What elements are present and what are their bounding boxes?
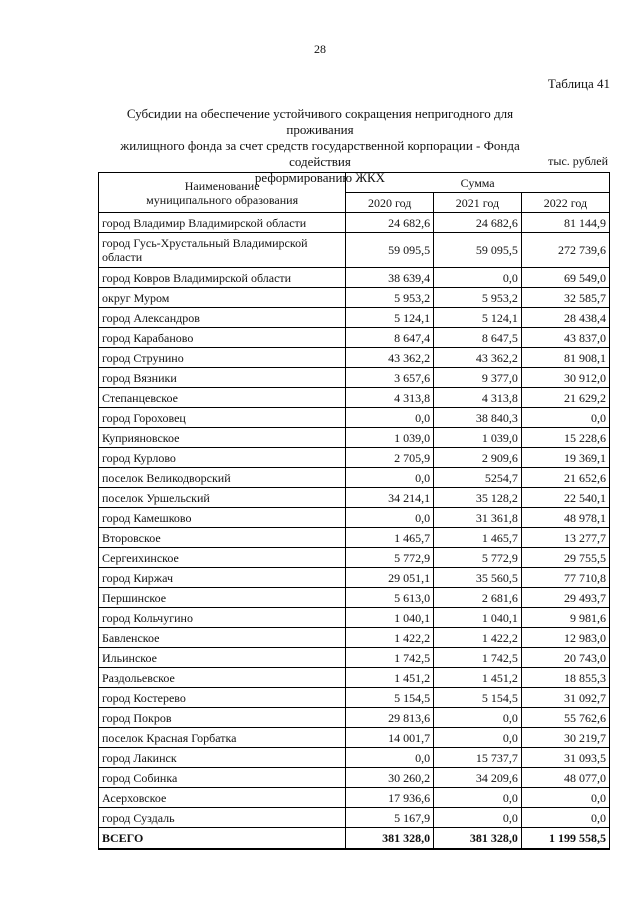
table-row xyxy=(99,728,610,748)
row-value-2020: 2 705,9 xyxy=(346,448,434,468)
row-value-2022: 29 755,5 xyxy=(521,548,609,568)
table-row xyxy=(99,488,610,508)
table-row xyxy=(99,808,610,828)
row-value-2021: 0,0 xyxy=(434,808,522,828)
subsidies-table xyxy=(98,172,610,850)
row-value-2021: 0,0 xyxy=(434,728,522,748)
row-name: Второвское xyxy=(99,528,346,548)
table-row xyxy=(99,348,610,368)
row-value-2020: 5 613,0 xyxy=(346,588,434,608)
row-value-2020: 5 167,9 xyxy=(346,808,434,828)
table-row xyxy=(99,368,610,388)
row-name: город Собинка xyxy=(99,768,346,788)
row-value-2022: 31 092,7 xyxy=(521,688,609,708)
table-row xyxy=(99,708,610,728)
row-value-2021: 35 128,2 xyxy=(434,488,522,508)
row-value-2021: 35 560,5 xyxy=(434,568,522,588)
row-name: Раздольевское xyxy=(99,668,346,688)
row-name: город Владимир Владимирской области xyxy=(99,213,346,233)
row-value-2022: 81 144,9 xyxy=(521,213,609,233)
row-name: Степанцевское xyxy=(99,388,346,408)
row-value-2020: 0,0 xyxy=(346,508,434,528)
table-row xyxy=(99,388,610,408)
table-row xyxy=(99,648,610,668)
row-value-2021: 1 040,1 xyxy=(434,608,522,628)
table-row xyxy=(99,268,610,288)
row-value-2020: 5 154,5 xyxy=(346,688,434,708)
row-value-2022: 20 743,0 xyxy=(521,648,609,668)
row-value-2020: 34 214,1 xyxy=(346,488,434,508)
table-row xyxy=(99,528,610,548)
title-line: Субсидии на обеспечение устойчивого сокращения непригодного для проживания xyxy=(126,106,514,137)
row-value-2020: 30 260,2 xyxy=(346,768,434,788)
row-value-2021: 5 124,1 xyxy=(434,308,522,328)
row-value-2021: 2 681,6 xyxy=(434,588,522,608)
row-name: Бавленское xyxy=(99,628,346,648)
table-row xyxy=(99,588,610,608)
total-value-2020: 381 328,0 xyxy=(346,828,434,850)
table-row xyxy=(99,213,610,233)
row-name: Першинское xyxy=(99,588,346,608)
row-name: город Суздаль xyxy=(99,808,346,828)
header-name-line: Наименование xyxy=(184,178,260,193)
total-label: ВСЕГО xyxy=(99,828,346,850)
table-row xyxy=(99,328,610,348)
row-value-2022: 32 585,7 xyxy=(521,288,609,308)
row-value-2022: 69 549,0 xyxy=(521,268,609,288)
row-value-2020: 29 051,1 xyxy=(346,568,434,588)
total-value-2021: 381 328,0 xyxy=(434,828,522,850)
row-value-2020: 0,0 xyxy=(346,408,434,428)
row-value-2022: 22 540,1 xyxy=(521,488,609,508)
row-value-2020: 1 040,1 xyxy=(346,608,434,628)
row-value-2021: 5 154,5 xyxy=(434,688,522,708)
row-value-2022: 43 837,0 xyxy=(521,328,609,348)
row-value-2021: 5 772,9 xyxy=(434,548,522,568)
table-row xyxy=(99,608,610,628)
table-row xyxy=(99,288,610,308)
row-value-2020: 38 639,4 xyxy=(346,268,434,288)
row-name: город Курлово xyxy=(99,448,346,468)
row-value-2021: 5254,7 xyxy=(434,468,522,488)
row-value-2022: 21 629,2 xyxy=(521,388,609,408)
row-name: город Костерево xyxy=(99,688,346,708)
row-value-2021: 34 209,6 xyxy=(434,768,522,788)
row-value-2021: 1 451,2 xyxy=(434,668,522,688)
table-row xyxy=(99,748,610,768)
row-name: Ильинское xyxy=(99,648,346,668)
row-value-2020: 29 813,6 xyxy=(346,708,434,728)
row-value-2020: 17 936,6 xyxy=(346,788,434,808)
row-name: город Александров xyxy=(99,308,346,328)
row-value-2021: 1 039,0 xyxy=(434,428,522,448)
header-sum: Сумма xyxy=(346,173,610,193)
row-value-2020: 0,0 xyxy=(346,468,434,488)
row-value-2020: 0,0 xyxy=(346,748,434,768)
row-value-2020: 3 657,6 xyxy=(346,368,434,388)
row-value-2020: 43 362,2 xyxy=(346,348,434,368)
row-value-2021: 0,0 xyxy=(434,268,522,288)
row-value-2021: 1 465,7 xyxy=(434,528,522,548)
row-value-2022: 48 077,0 xyxy=(521,768,609,788)
row-value-2020: 24 682,6 xyxy=(346,213,434,233)
row-value-2021: 4 313,8 xyxy=(434,388,522,408)
table-row xyxy=(99,428,610,448)
header-year-2021: 2021 год xyxy=(434,193,522,213)
total-value-2022: 1 199 558,5 xyxy=(521,828,609,850)
row-name: город Гусь-Хрустальный Владимирской области xyxy=(99,233,346,268)
total-row xyxy=(99,828,610,850)
row-value-2022: 272 739,6 xyxy=(521,233,609,268)
row-name: поселок Уршельский xyxy=(99,488,346,508)
row-value-2022: 18 855,3 xyxy=(521,668,609,688)
header-year-2020: 2020 год xyxy=(346,193,434,213)
row-value-2020: 5 953,2 xyxy=(346,288,434,308)
row-value-2022: 13 277,7 xyxy=(521,528,609,548)
row-value-2022: 31 093,5 xyxy=(521,748,609,768)
row-value-2020: 5 772,9 xyxy=(346,548,434,568)
row-name: город Лакинск xyxy=(99,748,346,768)
row-value-2020: 5 124,1 xyxy=(346,308,434,328)
row-value-2022: 30 912,0 xyxy=(521,368,609,388)
row-name: город Карабаново xyxy=(99,328,346,348)
row-name: поселок Великодворский xyxy=(99,468,346,488)
header-name-line: муниципального образования xyxy=(146,192,299,207)
row-value-2022: 55 762,6 xyxy=(521,708,609,728)
row-value-2022: 19 369,1 xyxy=(521,448,609,468)
table-row xyxy=(99,788,610,808)
row-value-2021: 2 909,6 xyxy=(434,448,522,468)
row-value-2021: 8 647,5 xyxy=(434,328,522,348)
row-name: город Покров xyxy=(99,708,346,728)
row-value-2022: 0,0 xyxy=(521,408,609,428)
table-row xyxy=(99,668,610,688)
header-name-column xyxy=(99,173,346,213)
row-value-2021: 5 953,2 xyxy=(434,288,522,308)
table-row xyxy=(99,688,610,708)
row-value-2020: 1 422,2 xyxy=(346,628,434,648)
row-value-2020: 1 039,0 xyxy=(346,428,434,448)
row-name: Сергеихинское xyxy=(99,548,346,568)
row-value-2021: 31 361,8 xyxy=(434,508,522,528)
table-row xyxy=(99,308,610,328)
table-row xyxy=(99,568,610,588)
table-row xyxy=(99,448,610,468)
title-line: реформированию ЖКХ xyxy=(254,170,386,185)
units-label: тыс. рублей xyxy=(548,154,608,168)
row-value-2021: 24 682,6 xyxy=(434,213,522,233)
row-value-2022: 0,0 xyxy=(521,788,609,808)
row-name: поселок Красная Горбатка xyxy=(99,728,346,748)
row-value-2020: 1 465,7 xyxy=(346,528,434,548)
row-name: город Кольчугино xyxy=(99,608,346,628)
row-value-2021: 9 377,0 xyxy=(434,368,522,388)
table-row xyxy=(99,408,610,428)
row-value-2021: 1 422,2 xyxy=(434,628,522,648)
row-value-2021: 1 742,5 xyxy=(434,648,522,668)
row-name: Асерховское xyxy=(99,788,346,808)
table-label: Таблица 41 xyxy=(547,76,610,91)
row-value-2021: 0,0 xyxy=(434,708,522,728)
table-row xyxy=(99,628,610,648)
table-body xyxy=(99,213,610,850)
row-value-2022: 81 908,1 xyxy=(521,348,609,368)
row-value-2020: 59 095,5 xyxy=(346,233,434,268)
row-value-2020: 1 742,5 xyxy=(346,648,434,668)
row-value-2022: 0,0 xyxy=(521,808,609,828)
row-name: город Вязники xyxy=(99,368,346,388)
row-name: город Струнино xyxy=(99,348,346,368)
row-value-2020: 14 001,7 xyxy=(346,728,434,748)
row-value-2022: 15 228,6 xyxy=(521,428,609,448)
row-value-2022: 12 983,0 xyxy=(521,628,609,648)
row-name: город Ковров Владимирской области xyxy=(99,268,346,288)
row-name: Куприяновское xyxy=(99,428,346,448)
title-line: жилищного фонда за счет средств государственной корпорации - Фонда содействия xyxy=(120,138,520,169)
row-value-2022: 28 438,4 xyxy=(521,308,609,328)
row-value-2021: 38 840,3 xyxy=(434,408,522,428)
row-value-2022: 29 493,7 xyxy=(521,588,609,608)
row-value-2020: 8 647,4 xyxy=(346,328,434,348)
row-value-2021: 59 095,5 xyxy=(434,233,522,268)
row-name: город Киржач xyxy=(99,568,346,588)
row-value-2022: 30 219,7 xyxy=(521,728,609,748)
table-row xyxy=(99,768,610,788)
header-year-2022: 2022 год xyxy=(521,193,609,213)
row-value-2021: 0,0 xyxy=(434,788,522,808)
row-value-2022: 9 981,6 xyxy=(521,608,609,628)
row-value-2022: 48 978,1 xyxy=(521,508,609,528)
row-value-2021: 43 362,2 xyxy=(434,348,522,368)
table-row xyxy=(99,468,610,488)
row-name: город Камешково xyxy=(99,508,346,528)
row-name: город Гороховец xyxy=(99,408,346,428)
table-row xyxy=(99,233,610,268)
row-value-2021: 15 737,7 xyxy=(434,748,522,768)
page-number: 28 xyxy=(314,42,326,56)
row-value-2022: 21 652,6 xyxy=(521,468,609,488)
row-value-2022: 77 710,8 xyxy=(521,568,609,588)
table-row xyxy=(99,508,610,528)
row-value-2020: 4 313,8 xyxy=(346,388,434,408)
row-value-2020: 1 451,2 xyxy=(346,668,434,688)
table-row xyxy=(99,548,610,568)
row-name: округ Муром xyxy=(99,288,346,308)
